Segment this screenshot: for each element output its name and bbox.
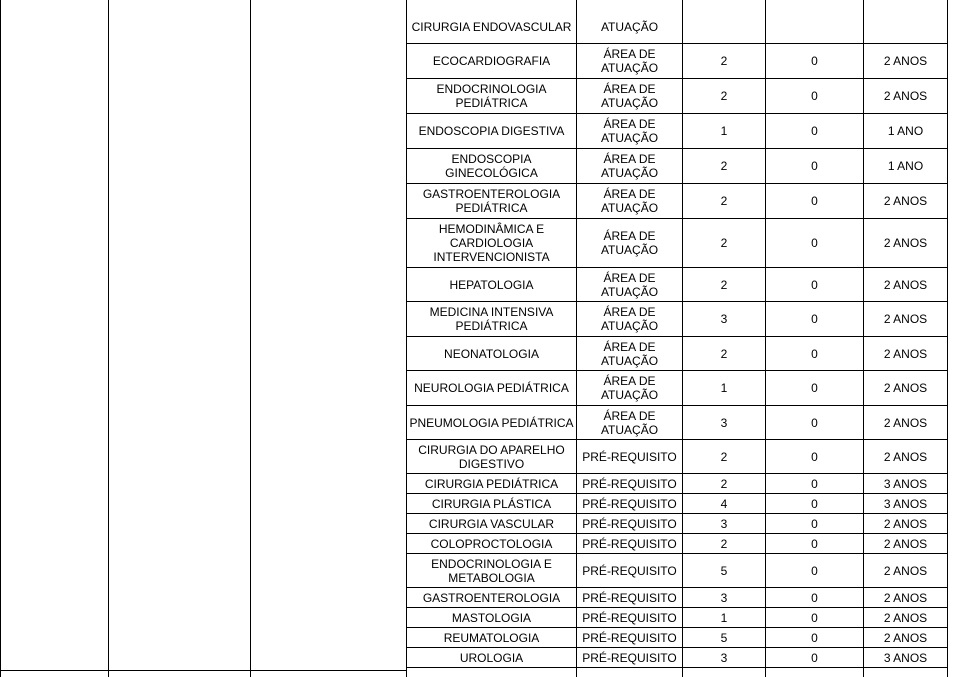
table-row <box>407 114 947 149</box>
specialty-cell-text: HEMODINÂMICA E CARDIOLOGIA INTERVENCIONISTA <box>433 222 550 264</box>
table-row <box>407 79 947 114</box>
column-divider <box>682 0 683 677</box>
table-row <box>407 268 947 302</box>
table-row <box>407 514 947 534</box>
column-divider <box>250 0 251 677</box>
table-row <box>407 588 947 608</box>
duration-cell <box>864 648 947 667</box>
vacancies-cell <box>683 406 765 439</box>
duration-cell-text: 2 ANOS <box>883 346 928 361</box>
vacancies-cell-text: 2 <box>720 159 728 173</box>
vacancies-cell-text: 5 <box>720 630 728 645</box>
type-cell <box>577 494 682 513</box>
type-cell <box>577 302 682 336</box>
vacancies-cell-text: 2 <box>720 54 728 68</box>
type-cell-text: ÁREA DE ATUAÇÃO <box>600 152 659 180</box>
vacancies-cell-text: 3 <box>720 312 728 326</box>
vacancies-cell <box>683 514 765 533</box>
table-border-right <box>947 0 948 677</box>
type-cell-text: ÁREA DE ATUAÇÃO <box>600 47 659 75</box>
column-divider <box>576 0 577 677</box>
duration-cell <box>864 44 947 78</box>
vacancies-cell <box>683 79 765 113</box>
duration-cell <box>864 268 947 301</box>
specialty-cell <box>407 608 576 627</box>
duration-cell <box>864 337 947 370</box>
table-row-divider-bottom <box>0 670 407 671</box>
table-row <box>407 184 947 219</box>
table-border-left <box>0 0 1 677</box>
specialty-cell <box>407 628 576 647</box>
type-cell-text: ÁREA DE ATUAÇÃO <box>600 408 659 437</box>
specialty-cell <box>407 440 576 473</box>
vacancies-cell <box>683 494 765 513</box>
vacancies-extra-cell <box>766 648 863 667</box>
duration-cell-text: 2 ANOS <box>883 89 928 103</box>
specialty-cell <box>407 534 576 553</box>
duration-cell <box>864 554 947 587</box>
specialty-cell <box>407 474 576 493</box>
type-cell <box>577 268 682 301</box>
table-row <box>407 44 947 79</box>
type-cell-text: PRÉ-REQUISITO <box>582 496 677 511</box>
specialty-cell-text: ECOCARDIOGRAFIA <box>432 54 551 68</box>
vacancies-extra-cell <box>766 149 863 183</box>
type-cell-text: PRÉ-REQUISITO <box>582 449 677 464</box>
vacancies-cell <box>683 149 765 183</box>
vacancies-extra-cell-text: 0 <box>811 346 818 361</box>
vacancies-cell <box>683 337 765 370</box>
specialty-cell-text: ENDOCRINOLOGIA E METABOLOGIA <box>431 556 552 585</box>
vacancies-extra-cell <box>766 184 863 218</box>
vacancies-cell-text: 2 <box>720 194 728 208</box>
specialty-cell-text: UROLOGIA <box>459 650 524 665</box>
specialty-cell-text: CIRURGIA DO APARELHO DIGESTIVO <box>418 442 565 471</box>
table-row <box>407 474 947 494</box>
vacancies-cell <box>683 588 765 607</box>
table-row <box>407 337 947 371</box>
vacancies-extra-cell-text: 0 <box>811 381 818 395</box>
table-row <box>407 554 947 588</box>
specialty-cell-text: GASTROENTEROLOGIA PEDIÁTRICA <box>422 187 561 215</box>
specialty-cell-text: HEPATOLOGIA <box>449 277 534 292</box>
vacancies-cell-text: 1 <box>720 124 728 138</box>
specialty-cell <box>407 337 576 370</box>
vacancies-cell <box>683 114 765 148</box>
duration-cell <box>864 474 947 493</box>
table-row <box>407 494 947 514</box>
duration-cell-text: 2 ANOS <box>883 590 928 605</box>
vacancies-extra-cell <box>766 608 863 627</box>
table-row <box>407 608 947 628</box>
duration-cell-text: 2 ANOS <box>883 194 928 208</box>
vacancies-extra-cell-text: 0 <box>811 277 818 292</box>
type-cell-text: PRÉ-REQUISITO <box>582 630 677 645</box>
vacancies-extra-cell-text: 0 <box>811 610 818 625</box>
table-row <box>407 149 947 184</box>
table-row <box>407 371 947 406</box>
specialty-cell-text: GASTROENTEROLOGIA <box>422 590 561 605</box>
table-row <box>407 10 947 44</box>
type-cell-text: PRÉ-REQUISITO <box>582 476 677 491</box>
specialty-cell-text: NEONATOLOGIA <box>444 346 539 361</box>
specialty-cell-text: CIRURGIA PLÁSTICA <box>431 496 552 511</box>
vacancies-cell-text: 3 <box>720 415 728 430</box>
type-cell <box>577 79 682 113</box>
vacancies-extra-cell-text: 0 <box>811 496 818 511</box>
duration-cell-text: 3 ANOS <box>883 496 928 511</box>
type-cell-text: PRÉ-REQUISITO <box>582 650 677 665</box>
type-cell-text: PRÉ-REQUISITO <box>582 536 677 551</box>
column-divider <box>108 0 109 677</box>
type-cell <box>577 514 682 533</box>
vacancies-extra-cell <box>766 371 863 405</box>
duration-cell <box>864 184 947 218</box>
vacancies-extra-cell-text: 0 <box>811 516 818 531</box>
type-cell-text: ÁREA DE ATUAÇÃO <box>600 339 659 368</box>
type-cell <box>577 406 682 439</box>
duration-cell-text: 2 ANOS <box>883 630 928 645</box>
specialty-cell-text: ENDOSCOPIA DIGESTIVA <box>418 124 565 138</box>
duration-cell-text: 1 ANO <box>887 159 924 173</box>
vacancies-extra-cell <box>766 628 863 647</box>
duration-cell-text: 2 ANOS <box>883 236 928 250</box>
vacancies-cell <box>683 474 765 493</box>
specialty-cell <box>407 406 576 439</box>
duration-cell <box>864 302 947 336</box>
vacancies-extra-cell-text: 0 <box>811 563 818 578</box>
type-cell <box>577 554 682 587</box>
type-cell <box>577 337 682 370</box>
specialty-cell <box>407 149 576 183</box>
duration-cell <box>864 219 947 267</box>
vacancies-cell <box>683 440 765 473</box>
vacancies-cell <box>683 44 765 78</box>
vacancies-cell-text: 3 <box>720 590 728 605</box>
vacancies-extra-cell-text: 0 <box>811 89 818 103</box>
duration-cell-text: 3 ANOS <box>883 476 928 491</box>
vacancies-cell <box>683 10 765 43</box>
vacancies-cell <box>683 371 765 405</box>
table-row <box>407 440 947 474</box>
specialty-cell-text: CIRURGIA PEDIÁTRICA <box>424 476 559 491</box>
duration-cell-text: 2 ANOS <box>883 54 928 68</box>
duration-cell <box>864 440 947 473</box>
specialty-cell-text: MASTOLOGIA <box>451 610 532 625</box>
vacancies-extra-cell-text: 0 <box>811 159 818 173</box>
type-cell-text: PRÉ-REQUISITO <box>582 516 677 531</box>
type-cell <box>577 10 682 43</box>
specialty-cell <box>407 494 576 513</box>
vacancies-extra-cell <box>766 514 863 533</box>
vacancies-extra-cell-text: 0 <box>811 650 818 665</box>
specialty-cell <box>407 114 576 148</box>
type-cell <box>577 114 682 148</box>
vacancies-cell-text: 2 <box>720 346 728 361</box>
type-cell <box>577 628 682 647</box>
specialty-cell-text: ENDOCRINOLOGIA PEDIÁTRICA <box>436 82 547 110</box>
specialty-cell <box>407 554 576 587</box>
vacancies-extra-cell <box>766 554 863 587</box>
vacancies-cell-text: 1 <box>720 610 728 625</box>
vacancies-extra-cell-text: 0 <box>811 449 818 464</box>
vacancies-extra-cell <box>766 79 863 113</box>
specialty-cell <box>407 648 576 667</box>
table-row <box>407 302 947 337</box>
specialty-cell-text: ENDOSCOPIA GINECOLÓGICA <box>445 152 538 180</box>
duration-cell-text: 2 ANOS <box>883 415 928 430</box>
duration-cell-text: 2 ANOS <box>883 516 928 531</box>
vacancies-cell-text: 4 <box>720 496 728 511</box>
duration-cell-text: 1 ANO <box>887 124 924 138</box>
duration-cell <box>864 406 947 439</box>
specialty-cell <box>407 302 576 336</box>
vacancies-extra-cell <box>766 588 863 607</box>
vacancies-cell <box>683 628 765 647</box>
type-cell-text: PRÉ-REQUISITO <box>582 610 677 625</box>
vacancies-extra-cell <box>766 10 863 43</box>
type-cell-text: ÁREA DE ATUAÇÃO <box>600 117 659 145</box>
vacancies-cell-text: 2 <box>720 476 728 491</box>
vacancies-cell-text: 3 <box>720 516 728 531</box>
specialty-cell-text: COLOPROCTOLOGIA <box>430 536 553 551</box>
duration-cell <box>864 149 947 183</box>
vacancies-cell <box>683 534 765 553</box>
table-row <box>407 648 947 668</box>
type-cell-text: ÁREA DE ATUAÇÃO <box>600 229 659 257</box>
specialty-cell-text: NEUROLOGIA PEDIÁTRICA <box>414 381 569 395</box>
duration-cell-text: 2 ANOS <box>883 536 928 551</box>
vacancies-extra-cell-text: 0 <box>811 476 818 491</box>
type-cell-text: ATUAÇÃO <box>600 19 659 34</box>
duration-cell <box>864 588 947 607</box>
type-cell <box>577 588 682 607</box>
specialty-cell-text: CIRURGIA ENDOVASCULAR <box>411 19 572 34</box>
vacancies-cell-text: 2 <box>720 536 728 551</box>
duration-cell-text: 2 ANOS <box>883 449 928 464</box>
vacancies-extra-cell <box>766 337 863 370</box>
column-divider <box>863 0 864 677</box>
specialty-cell <box>407 44 576 78</box>
type-cell <box>577 371 682 405</box>
type-cell-text: ÁREA DE ATUAÇÃO <box>600 270 659 299</box>
vacancies-extra-cell <box>766 219 863 267</box>
type-cell-text: ÁREA DE ATUAÇÃO <box>600 82 659 110</box>
vacancies-extra-cell <box>766 406 863 439</box>
type-cell-text: PRÉ-REQUISITO <box>582 590 677 605</box>
type-cell-text: PRÉ-REQUISITO <box>582 563 677 578</box>
vacancies-extra-cell <box>766 440 863 473</box>
vacancies-cell <box>683 608 765 627</box>
vacancies-extra-cell <box>766 44 863 78</box>
type-cell-text: ÁREA DE ATUAÇÃO <box>600 305 659 333</box>
duration-cell <box>864 514 947 533</box>
vacancies-extra-cell <box>766 268 863 301</box>
column-divider <box>765 0 766 677</box>
type-cell-text: ÁREA DE ATUAÇÃO <box>600 374 659 402</box>
specialty-cell-text: CIRURGIA VASCULAR <box>428 516 555 531</box>
duration-cell <box>864 494 947 513</box>
type-cell <box>577 440 682 473</box>
vacancies-cell-text: 2 <box>720 449 728 464</box>
vacancies-cell <box>683 554 765 587</box>
vacancies-extra-cell-text: 0 <box>811 630 818 645</box>
specialty-cell <box>407 588 576 607</box>
specialty-cell <box>407 79 576 113</box>
vacancies-extra-cell <box>766 474 863 493</box>
vacancies-cell-text: 2 <box>720 236 728 250</box>
vacancies-cell-text: 2 <box>720 277 728 292</box>
vacancies-cell <box>683 219 765 267</box>
vacancies-extra-cell-text: 0 <box>811 124 818 138</box>
duration-cell <box>864 608 947 627</box>
duration-cell-text: 2 ANOS <box>883 610 928 625</box>
vacancies-extra-cell <box>766 534 863 553</box>
type-cell <box>577 474 682 493</box>
vacancies-extra-cell-text: 0 <box>811 536 818 551</box>
duration-cell <box>864 628 947 647</box>
duration-cell <box>864 79 947 113</box>
vacancies-extra-cell-text: 0 <box>811 54 818 68</box>
specialty-cell <box>407 10 576 43</box>
specialty-cell-text: PNEUMOLOGIA PEDIÁTRICA <box>409 415 574 430</box>
duration-cell <box>864 114 947 148</box>
specialty-cell <box>407 514 576 533</box>
specialty-cell <box>407 268 576 301</box>
vacancies-cell-text: 2 <box>720 89 728 103</box>
type-cell <box>577 44 682 78</box>
vacancies-cell-text: 1 <box>720 381 728 395</box>
vacancies-extra-cell <box>766 302 863 336</box>
vacancies-cell-text: 3 <box>720 650 728 665</box>
specialty-cell-text: MEDICINA INTENSIVA PEDIÁTRICA <box>429 305 554 333</box>
specialty-cell <box>407 184 576 218</box>
table-row <box>407 219 947 268</box>
vacancies-cell <box>683 184 765 218</box>
vacancies-cell <box>683 302 765 336</box>
type-cell <box>577 608 682 627</box>
specialty-cell-text: REUMATOLOGIA <box>443 630 540 645</box>
specialty-cell <box>407 219 576 267</box>
table-row <box>407 628 947 648</box>
vacancies-extra-cell <box>766 494 863 513</box>
vacancies-cell <box>683 268 765 301</box>
type-cell <box>577 149 682 183</box>
duration-cell-text: 3 ANOS <box>883 650 928 665</box>
table-row <box>407 406 947 440</box>
duration-cell-text: 2 ANOS <box>883 277 928 292</box>
vacancies-cell <box>683 648 765 667</box>
type-cell-text: ÁREA DE ATUAÇÃO <box>600 187 659 215</box>
type-cell <box>577 534 682 553</box>
vacancies-extra-cell <box>766 114 863 148</box>
specialty-cell <box>407 371 576 405</box>
type-cell <box>577 648 682 667</box>
table-row <box>407 534 947 554</box>
duration-cell <box>864 371 947 405</box>
type-cell <box>577 184 682 218</box>
duration-cell <box>864 534 947 553</box>
vacancies-extra-cell-text: 0 <box>811 194 818 208</box>
vacancies-extra-cell-text: 0 <box>811 415 818 430</box>
vacancies-extra-cell-text: 0 <box>811 236 818 250</box>
duration-cell-text: 2 ANOS <box>883 563 928 578</box>
duration-cell <box>864 10 947 43</box>
vacancies-cell-text: 5 <box>720 563 728 578</box>
duration-cell-text: 2 ANOS <box>883 312 928 326</box>
vacancies-extra-cell-text: 0 <box>811 312 818 326</box>
type-cell <box>577 219 682 267</box>
vacancies-extra-cell-text: 0 <box>811 590 818 605</box>
duration-cell-text: 2 ANOS <box>883 381 928 395</box>
